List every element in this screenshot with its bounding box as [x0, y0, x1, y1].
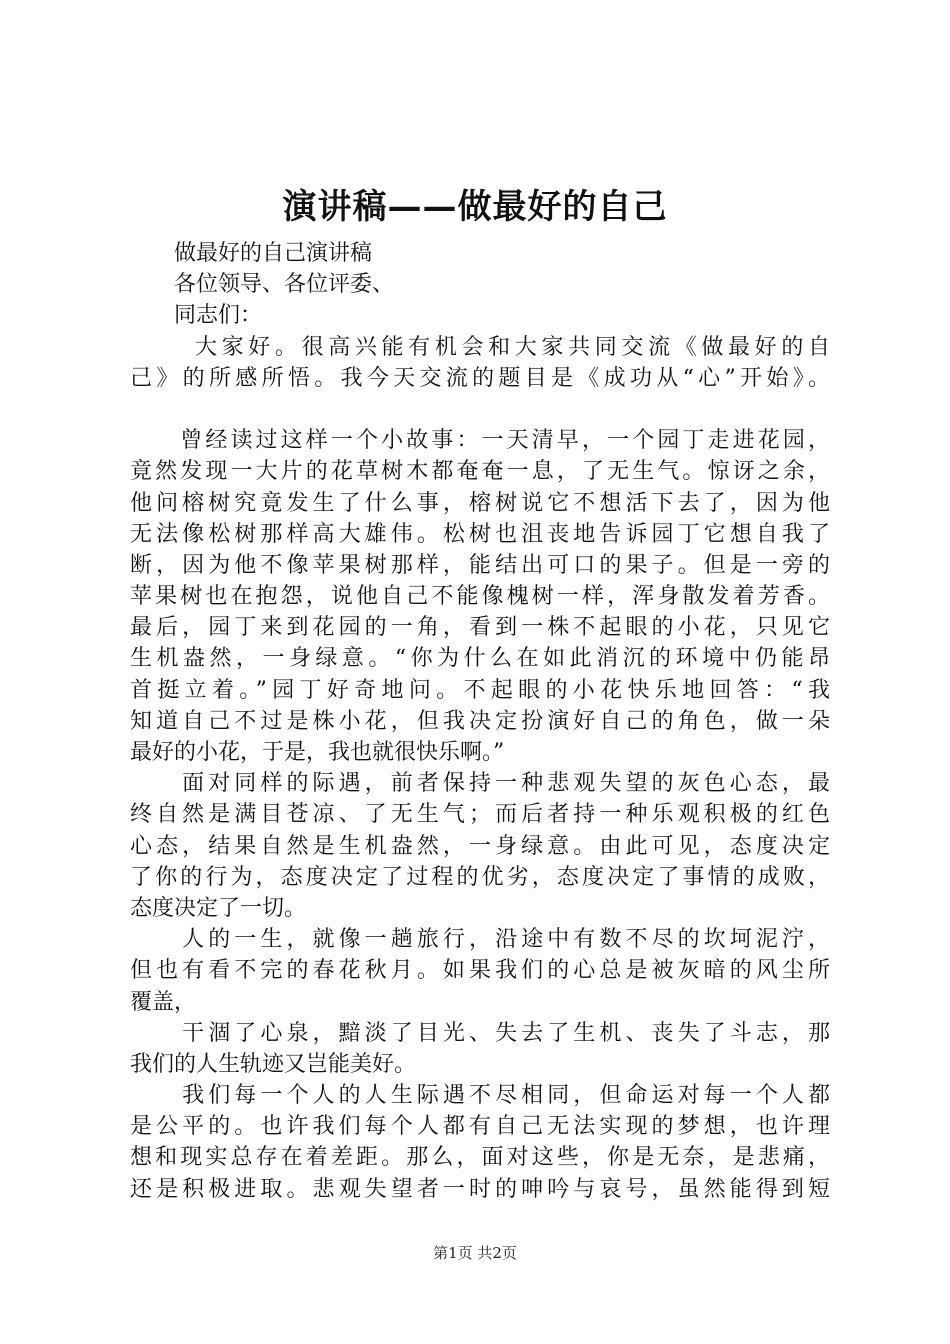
body-line: 是公平的。也许我们每个人都有自己无法实现的梦想，也许理	[130, 1114, 830, 1140]
body-line: 断，因为他不像苹果树那样，能结出可口的果子。但是一旁的	[130, 552, 830, 578]
body-line: 了你的行为，态度决定了过程的优劣，态度决定了事情的成败，	[130, 864, 830, 890]
body-line: 面对同样的际遇，前者保持一种悲观失望的灰色心态，最	[130, 771, 830, 797]
body-line: 己》的所感所悟。我今天交流的题目是《成功从“心”开始》。	[130, 365, 830, 391]
body-line: 竟然发现一大片的花草树木都奄奄一息，了无生气。惊讶之余，	[130, 459, 830, 485]
body-line: 最好的小花，于是，我也就很快乐啊。”	[130, 740, 505, 765]
body-line: 大家好。很高兴能有机会和大家共同交流《做最好的自	[130, 334, 830, 360]
body-line: 他问榕树究竟发生了什么事，榕树说它不想活下去了，因为他	[130, 490, 830, 516]
body-line: 做最好的自己演讲稿	[130, 241, 373, 266]
body-line: 苹果树也在抱怨，说他自己不能像槐树一样，浑身散发着芳香。	[130, 584, 830, 610]
body-line: 我们的人生轨迹又岂能美好。	[130, 1051, 417, 1077]
document-title: 演讲稿——做最好的自己	[282, 187, 668, 227]
body-line: 各位领导、各位评委、	[130, 272, 395, 298]
document-body	[130, 238, 830, 1205]
body-line: 生机盎然，一身绿意。“你为什么在如此消沉的环境中仍能昂	[130, 646, 830, 672]
body-line: 首挺立着。”园丁好奇地问。不起眼的小花快乐地回答：“我	[130, 677, 830, 703]
body-line: 最后，园丁来到花园的一角，看到一株不起眼的小花，只见它	[130, 615, 830, 641]
body-line: 知道自己不过是株小花，但我决定扮演好自己的角色，做一朵	[130, 708, 830, 734]
body-line: 终自然是满目苍凉、了无生气；而后者持一种乐观积极的红色	[130, 802, 830, 828]
blank-line	[130, 394, 830, 425]
body-line: 人的一生，就像一趟旅行，沿途中有数不尽的坎坷泥泞，	[130, 927, 830, 953]
body-line: 但也有看不完的春花秋月。如果我们的心总是被灰暗的风尘所	[130, 958, 830, 984]
body-line: 想和现实总存在着差距。那么，面对这些，你是无奈，是悲痛，	[130, 1145, 830, 1171]
page-footer: 第1页 共2页	[433, 1244, 517, 1262]
body-line: 覆盖，	[130, 989, 197, 1015]
body-line: 心态，结果自然是生机盎然，一身绿意。由此可见，态度决定	[130, 833, 830, 859]
body-line: 同志们：	[130, 303, 263, 329]
body-line: 无法像松树那样高大雄伟。松树也沮丧地告诉园丁它想自我了	[130, 521, 830, 547]
body-line: 干涸了心泉，黯淡了目光、失去了生机、丧失了斗志，那	[130, 1020, 830, 1046]
body-line: 还是积极进取。悲观失望者一时的呻吟与哀号，虽然能得到短	[130, 1176, 830, 1202]
body-line: 曾经读过这样一个小故事：一天清早，一个园丁走进花园，	[130, 428, 830, 454]
body-line: 态度决定了一切。	[130, 895, 307, 921]
body-line: 我们每一个人的人生际遇不尽相同，但命运对每一个人都	[130, 1083, 830, 1109]
